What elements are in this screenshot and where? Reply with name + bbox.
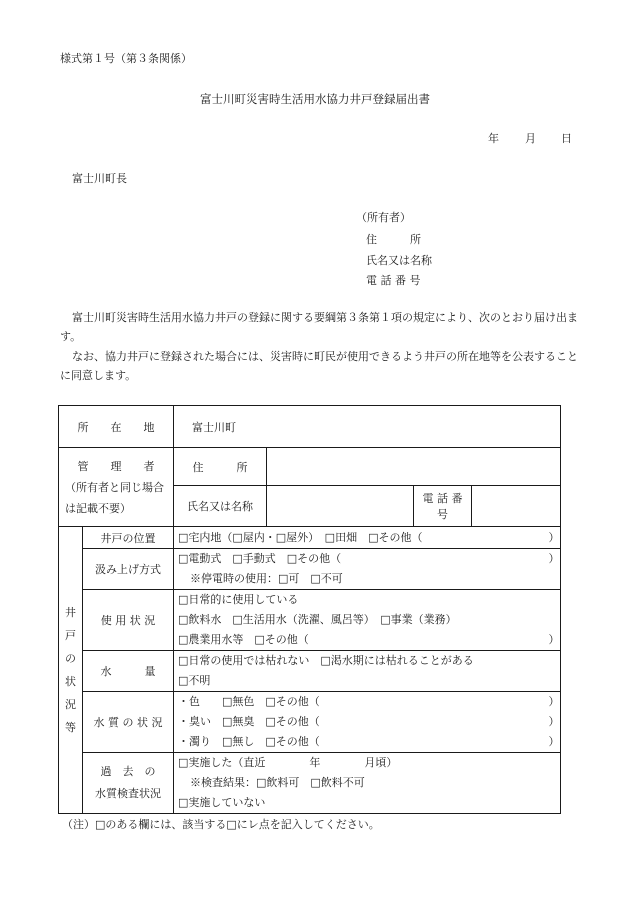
- owner-name-label: 氏名又は名称: [366, 254, 432, 267]
- manager-address-value[interactable]: [267, 448, 561, 486]
- quality-options[interactable]: ・色 □無色 □その他（ ・臭い □無臭 □その他（ ・濁り □無し □その他（: [174, 692, 549, 753]
- manager-label: 管 理 者: [77, 459, 155, 473]
- well-status-label: 井 戸 の 状 況 等: [59, 527, 83, 814]
- date-year: 年: [488, 132, 499, 145]
- date-day: 日: [561, 132, 572, 145]
- pumping-label: 汲み上げ方式: [83, 549, 174, 590]
- quality-label: 水 質 の 状 況: [83, 692, 174, 753]
- manager-name-value[interactable]: [267, 486, 414, 527]
- location-value[interactable]: 富士川町: [174, 406, 561, 448]
- volume-label: 水 量: [83, 651, 174, 692]
- usage-options[interactable]: □日常的に使用している □飲料水 □生活用水（洗濯、風呂等） □事業（業務） □農業用水等 □その他（: [174, 590, 549, 651]
- quality-row: [59, 692, 561, 753]
- manager-note: （所有者と同じ場合は記載不要）: [65, 480, 164, 515]
- addressee: 富士川町長: [72, 172, 127, 185]
- inspection-row: [59, 753, 561, 814]
- position-label: 井戸の位置: [83, 527, 174, 549]
- inspection-options[interactable]: □実施した（直近 年 月頃） ※検査結果：□飲料可 □飲料不可 □実施していない: [174, 753, 561, 814]
- body-paragraph-2: なお、協力井戸に登録された場合には、災害時に町民が使用できるよう井戸の所在地等を公表することに同意します。: [60, 350, 578, 382]
- location-row: [59, 406, 561, 448]
- manager-phone-value[interactable]: [472, 486, 561, 527]
- owner-phone-label: 電 話 番 号: [366, 274, 421, 287]
- inspection-label: 過 去 の 水質検査状況: [83, 753, 174, 814]
- position-row: [59, 527, 561, 549]
- volume-row: [59, 651, 561, 692]
- manager-phone-label: 電 話 番 号: [414, 486, 472, 527]
- manager-address-label: 住 所: [174, 448, 267, 486]
- usage-close: ）: [549, 590, 561, 651]
- pumping-row: [59, 549, 561, 590]
- location-label: 所 在 地: [59, 406, 174, 448]
- usage-label: 使 用 状 況: [83, 590, 174, 651]
- manager-label-cell: [59, 448, 174, 527]
- manager-address-row: [59, 448, 561, 486]
- manager-name-label: 氏名又は名称: [174, 486, 267, 527]
- volume-options[interactable]: □日常の使用では枯れない □渇水期には枯れることがある □不明: [174, 651, 561, 692]
- position-close: ）: [549, 527, 561, 549]
- date-month: 月: [525, 132, 536, 145]
- owner-label: （所有者）: [356, 211, 411, 224]
- usage-row: [59, 590, 561, 651]
- quality-close: ） ） ）: [549, 692, 561, 753]
- owner-address-label: 住 所: [366, 233, 421, 246]
- footnote: （注）□のある欄には、該当する□にレ点を記入してください。: [62, 818, 380, 831]
- registration-table: [58, 405, 561, 814]
- document-title: 富士川町災害時生活用水協力井戸登録届出書: [200, 92, 430, 106]
- body-paragraph-1: 富士川町災害時生活用水協力井戸の登録に関する要綱第３条第１項の規定により、次のとおり届け出ます。: [60, 311, 578, 343]
- position-options[interactable]: □宅内地（□屋内・□屋外） □田畑 □その他（: [174, 527, 549, 549]
- pumping-close: ）: [549, 549, 561, 590]
- form-number: 様式第１号（第３条関係）: [60, 52, 192, 65]
- pumping-options[interactable]: □電動式 □手動式 □その他（ ※停電時の使用：□可 □不可: [174, 549, 549, 590]
